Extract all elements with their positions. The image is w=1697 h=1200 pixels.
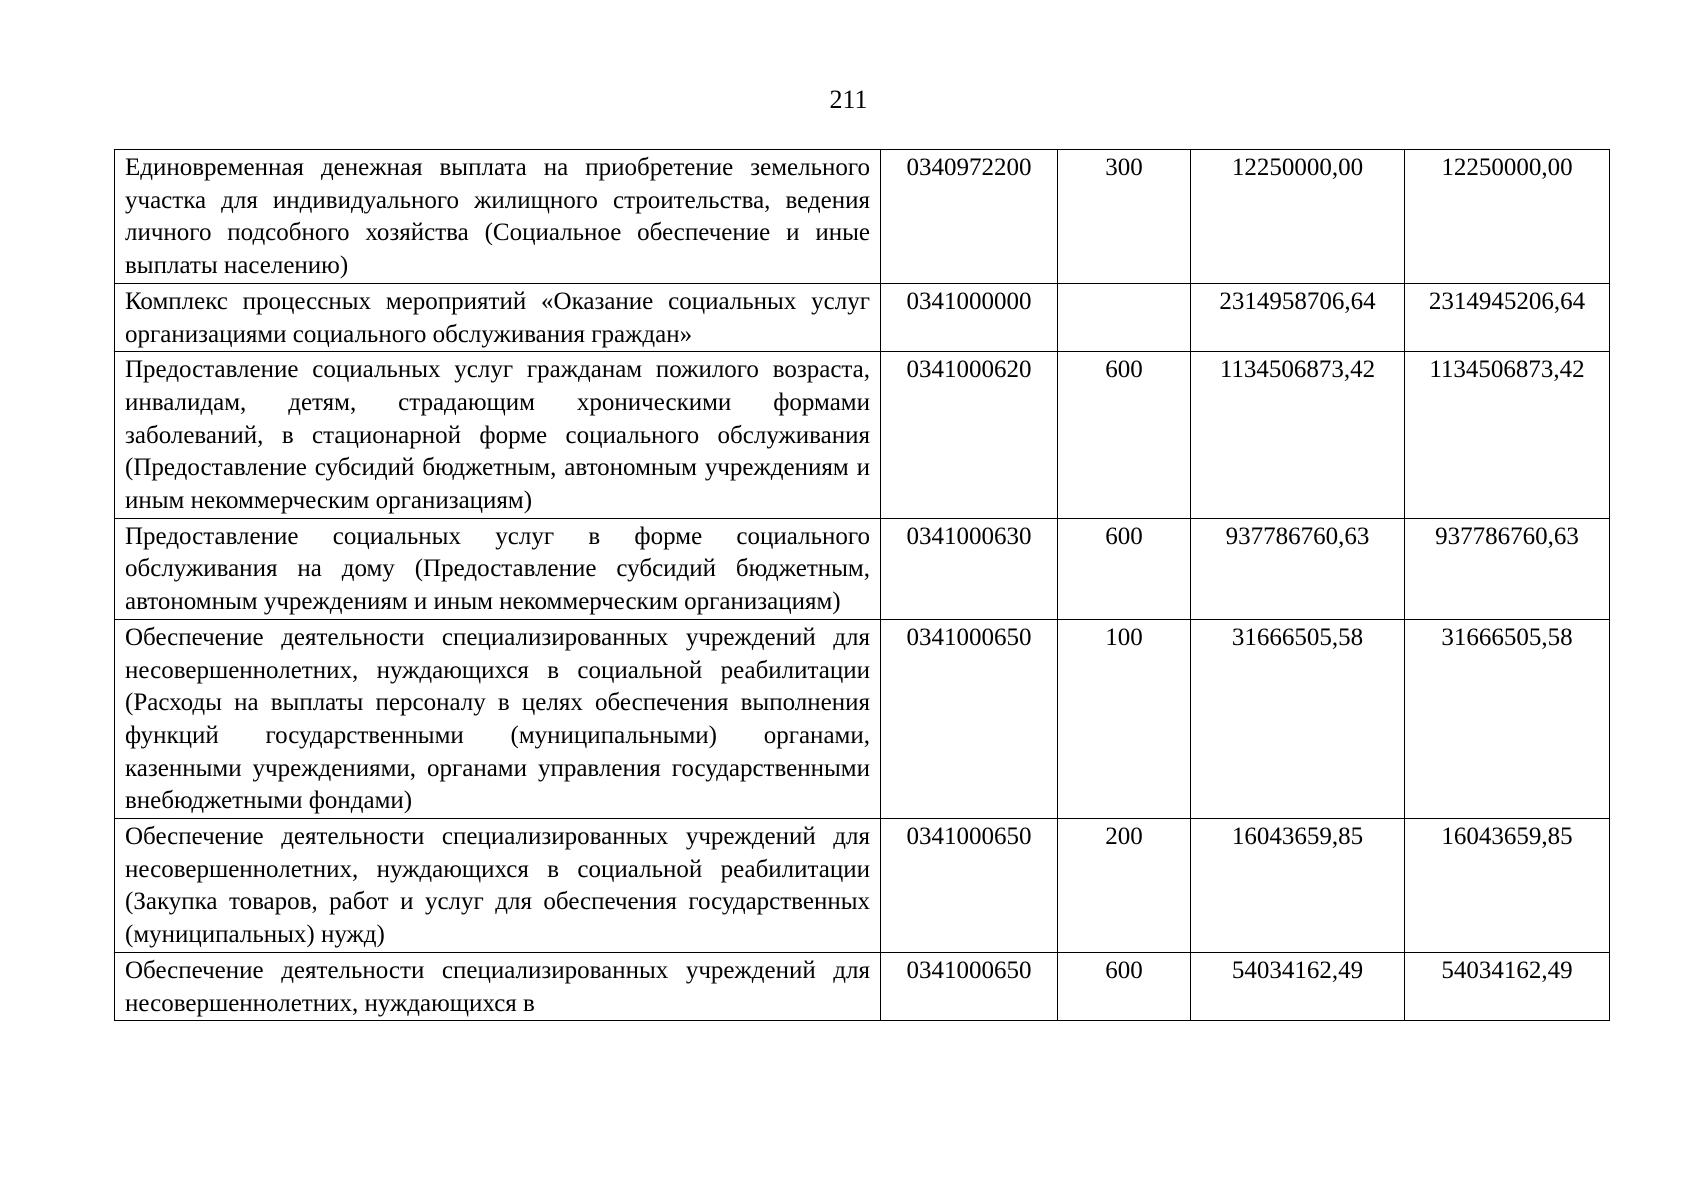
row-code: 0341000620 bbox=[881, 352, 1058, 519]
row-code: 0341000630 bbox=[881, 518, 1058, 619]
row-expense-type: 600 bbox=[1058, 518, 1191, 619]
row-amount-1: 937786760,63 bbox=[1191, 518, 1405, 619]
row-code: 0341000000 bbox=[881, 283, 1058, 351]
row-amount-2: 937786760,63 bbox=[1405, 518, 1610, 619]
table-row bbox=[115, 283, 1610, 351]
row-amount-1: 16043659,85 bbox=[1191, 819, 1405, 953]
table-row bbox=[115, 619, 1610, 818]
table-row bbox=[115, 952, 1610, 1020]
row-code: 0341000650 bbox=[881, 619, 1058, 818]
row-code: 0341000650 bbox=[881, 819, 1058, 953]
row-amount-2: 31666505,58 bbox=[1405, 619, 1610, 818]
row-amount-1: 1134506873,42 bbox=[1191, 352, 1405, 519]
row-expense-type: 200 bbox=[1058, 819, 1191, 953]
row-amount-1: 2314958706,64 bbox=[1191, 283, 1405, 351]
row-amount-2: 2314945206,64 bbox=[1405, 283, 1610, 351]
row-code: 0341000650 bbox=[881, 952, 1058, 1020]
table-row bbox=[115, 352, 1610, 519]
row-amount-1: 54034162,49 bbox=[1191, 952, 1405, 1020]
row-description: Комплекс процессных мероприятий «Оказание социальных услуг организациями социального обслуживания граждан» bbox=[115, 283, 881, 351]
row-amount-2: 1134506873,42 bbox=[1405, 352, 1610, 519]
row-expense-type: 600 bbox=[1058, 352, 1191, 519]
row-code: 0340972200 bbox=[881, 150, 1058, 284]
row-amount-2: 12250000,00 bbox=[1405, 150, 1610, 284]
row-amount-2: 54034162,49 bbox=[1405, 952, 1610, 1020]
row-description: Предоставление социальных услуг гражданам пожилого возраста, инвалидам, детям, страдающим хроническими формами заболеваний, в стационарной форме социального обслуживания (Предоставление субсидий бюджетным, автономным учреждениям и иным некоммерческим организациям) bbox=[115, 352, 881, 519]
row-amount-2: 16043659,85 bbox=[1405, 819, 1610, 953]
table-row bbox=[115, 150, 1610, 284]
row-expense-type: 600 bbox=[1058, 952, 1191, 1020]
row-description: Предоставление социальных услуг в форме социального обслуживания на дому (Предоставление субсидий бюджетным, автономным учреждениям и иным некоммерческим организациям) bbox=[115, 518, 881, 619]
row-description: Обеспечение деятельности специализированных учреждений для несовершеннолетних, нуждающихся в социальной реабилитации (Расходы на выплаты персоналу в целях обеспечения выполнения функций государственными (муниципальными) органами, казенными учреждениями, органами управления государственными внебюджетными фондами) bbox=[115, 619, 881, 818]
table-row bbox=[115, 819, 1610, 953]
row-amount-1: 31666505,58 bbox=[1191, 619, 1405, 818]
row-description: Обеспечение деятельности специализированных учреждений для несовершеннолетних, нуждающихся в социальной реабилитации (Закупка товаров, работ и услуг для обеспечения государственных (муниципальных) нужд) bbox=[115, 819, 881, 953]
row-description: Единовременная денежная выплата на приобретение земельного участка для индивидуального жилищного строительства, ведения личного подсобного хозяйства (Социальное обеспечение и иные выплаты населению) bbox=[115, 150, 881, 284]
table-row bbox=[115, 518, 1610, 619]
row-amount-1: 12250000,00 bbox=[1191, 150, 1405, 284]
row-expense-type bbox=[1058, 283, 1191, 351]
page-number: 211 bbox=[829, 85, 868, 114]
row-description: Обеспечение деятельности специализированных учреждений для несовершеннолетних, нуждающихся в bbox=[115, 952, 881, 1020]
budget-table bbox=[114, 149, 1610, 1021]
row-expense-type: 100 bbox=[1058, 619, 1191, 818]
row-expense-type: 300 bbox=[1058, 150, 1191, 284]
